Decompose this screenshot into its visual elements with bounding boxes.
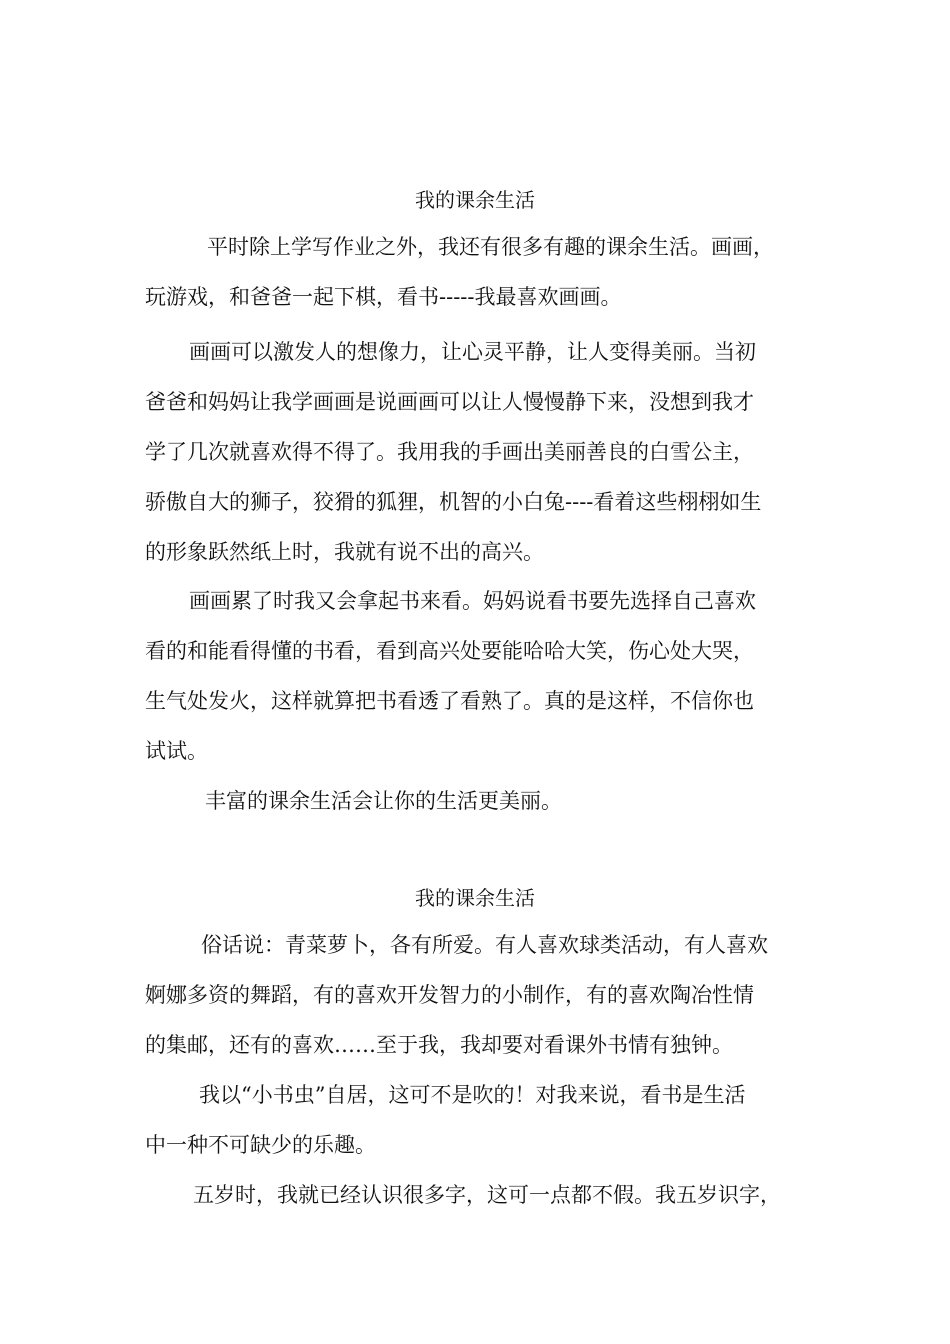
essay1-paragraph-4 <box>145 776 835 826</box>
essay1-p4-line-1: 丰富的课余生活会让你的生活更美丽。 <box>205 789 562 813</box>
essay1-p2-line-4: 骄傲自大的狮子，狡猾的狐狸，机智的小白兔----看着这些栩栩如生 <box>145 490 762 514</box>
essay1-title: 我的课余生活 <box>415 188 535 212</box>
essay1-p1-line-1: 平时除上学写作业之外，我还有很多有趣的课余生活。画画， <box>207 235 774 259</box>
essay1-p3-line-1: 画画累了时我又会拿起书来看。妈妈说看书要先选择自己喜欢 <box>189 589 756 613</box>
essay1-paragraph-3 <box>145 576 835 776</box>
essay1-p2-line-5: 的形象跃然纸上时，我就有说不出的高兴。 <box>145 540 544 564</box>
essay2-p1-line-1: 俗话说：青菜萝卜，各有所爱。有人喜欢球类活动，有人喜欢 <box>201 933 768 957</box>
essay2-paragraph-2 <box>145 1070 835 1170</box>
essay2-title: 我的课余生活 <box>415 886 535 910</box>
essay1-p2-line-1: 画画可以激发人的想像力，让心灵平静，让人变得美丽。当初 <box>189 340 756 364</box>
essay1-paragraph-1 <box>145 222 835 322</box>
essay2-paragraph-3 <box>145 1170 835 1220</box>
essay2-p2-line-2: 中一种不可缺少的乐趣。 <box>145 1133 376 1157</box>
essay1-p2-line-3: 学了几次就喜欢得不得了。我用我的手画出美丽善良的白雪公主， <box>145 440 754 464</box>
essay1-p2-line-2: 爸爸和妈妈让我学画画是说画画可以让人慢慢静下来，没想到我才 <box>145 390 754 414</box>
essay2-p3-line-1: 五岁时，我就已经认识很多字，这可一点都不假。我五岁识字， <box>193 1183 781 1207</box>
essay2-paragraph-1 <box>145 920 835 1070</box>
essay2-p2-line-1: 我以“小书虫”自居，这可不是吹的！对我来说，看书是生活 <box>199 1083 746 1107</box>
essay1-p3-line-2: 看的和能看得懂的书看，看到高兴处要能哈哈大笑，伤心处大哭， <box>145 639 754 663</box>
essay1-p3-line-4: 试试。 <box>145 739 208 763</box>
essay2-p1-line-2: 婀娜多资的舞蹈，有的喜欢开发智力的小制作，有的喜欢陶冶性情 <box>145 983 754 1007</box>
essay1-p3-line-3: 生气处发火，这样就算把书看透了看熟了。真的是这样，不信你也 <box>145 689 754 713</box>
essay1-p1-line-2: 玩游戏，和爸爸一起下棋，看书-----我最喜欢画画。 <box>145 285 622 309</box>
essay1-paragraph-2 <box>145 327 835 577</box>
essay2-p1-line-3: 的集邮，还有的喜欢……至于我，我却要对看课外书情有独钟。 <box>145 1033 733 1057</box>
